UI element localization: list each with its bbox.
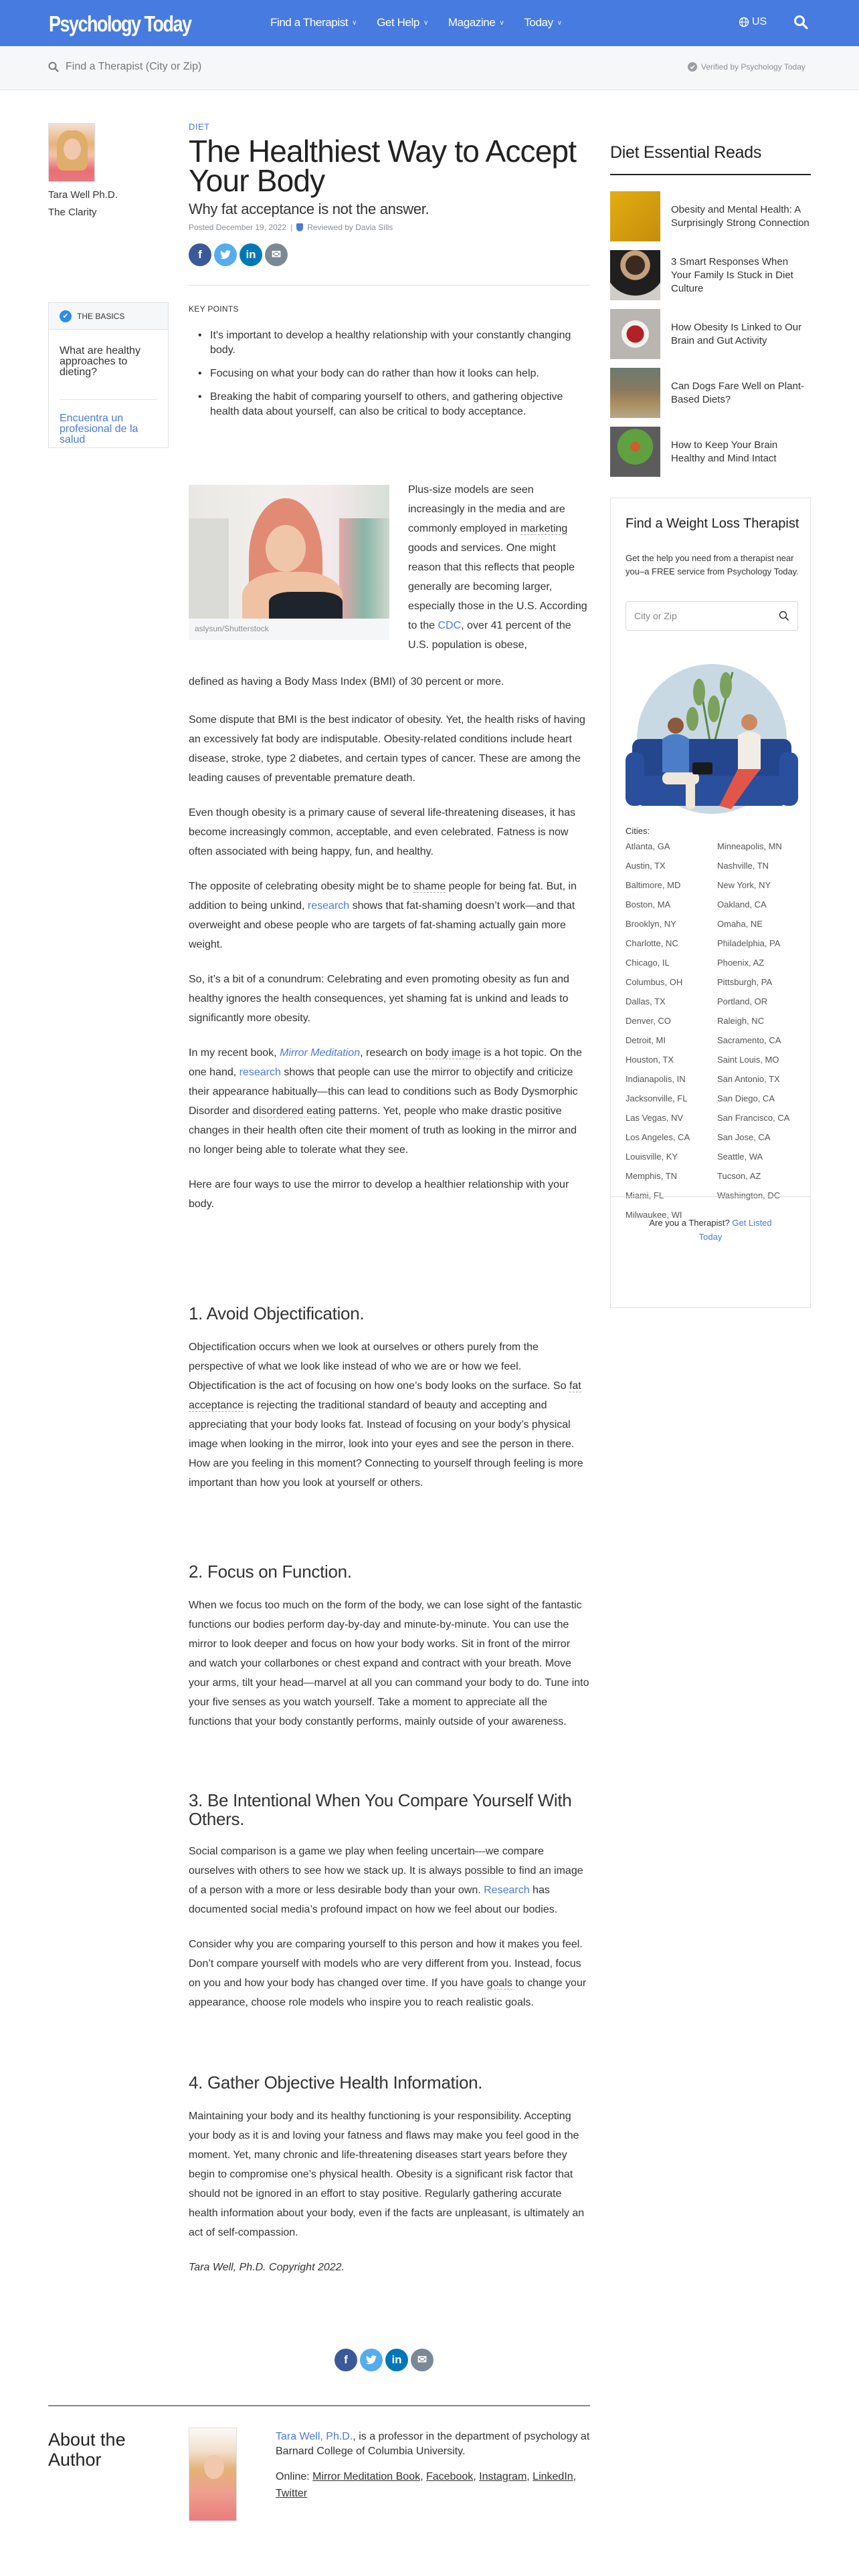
find-professional-link[interactable]: Encuentra un profesional de la salud [60,413,138,445]
email-share-button[interactable] [411,2349,434,2371]
text: defined as having a Body Mass Index (BMI) of 30 percent or more. [189,676,504,687]
city-link[interactable]: Seattle, WA [717,1152,763,1162]
text: shows that fat-shaming doesn’t work—and that overweight and obese people who are targets of fat-shaming actually gain more weight. [189,900,575,950]
article-body [189,2107,590,2292]
city-link[interactable]: Baltimore, MD [626,880,681,890]
essential-read-item[interactable] [610,250,811,300]
chevron-down-icon: ∨ [352,19,357,27]
linkedin-link[interactable]: LinkedIn [533,2471,573,2482]
linkedin-share-button[interactable] [385,2349,408,2371]
nav-label: Get Help [377,16,419,29]
author-photo[interactable] [189,2428,237,2521]
city-item [717,879,806,891]
city-link[interactable]: Philadelphia, PA [717,938,781,948]
city-link[interactable]: San Diego, CA [717,1093,775,1103]
city-item [717,1112,806,1124]
nav-find-therapist[interactable] [270,16,357,29]
divider: | [290,223,293,232]
cities-label: Cities: [626,826,650,836]
twitter-icon [366,2355,377,2365]
envelope-icon: ✉ [271,248,282,261]
city-item [626,957,717,969]
article-thumbnail [610,250,660,300]
basics-header [49,303,168,330]
essential-read-title[interactable]: Can Dogs Fare Well on Plant-Based Diets? [671,380,804,405]
therapist-search-input[interactable] [48,61,201,73]
city-link[interactable]: Louisville, KY [626,1152,678,1162]
paragraph [408,480,590,655]
cities-right-column [717,841,806,1228]
city-item [626,918,717,930]
article-image[interactable] [189,485,389,619]
twitter-share-button[interactable] [214,243,237,266]
the-basics-box [48,302,169,448]
logo[interactable]: Psychology Today [49,11,191,37]
essential-read-item[interactable] [610,191,811,241]
city-item [717,976,806,988]
essential-read-title[interactable]: How Obesity Is Linked to Our Brain and Gut Activity [671,321,802,346]
share-buttons-top [189,243,288,266]
article-title: The Healthiest Way to Accept Your Body [189,134,577,198]
facebook-icon: f [198,248,202,261]
divider [48,2405,590,2406]
essential-read-title[interactable]: How to Keep Your Brain Healthy and Mind Intact [671,439,778,464]
article-thumbnail [610,191,660,241]
glossary-term-link[interactable]: marketing [520,523,568,534]
city-item [626,1132,717,1144]
city-link[interactable]: Milwaukee, WI [626,1210,682,1220]
article-body [189,1337,590,1508]
city-link[interactable]: San Antonio, TX [717,1074,780,1084]
paragraph [189,877,590,954]
section-heading: 2. Focus on Function. [189,1562,352,1582]
key-points-label: KEY POINTS [189,304,239,314]
city-item [626,860,717,872]
city-link[interactable]: Nashville, TN [717,861,769,871]
city-link[interactable]: Chicago, IL [626,958,670,968]
text: Social comparison is a game we play when feeling uncertain—we compare ourselves with others to see how we stack up. It is always possible to find an image of a person with a more or less desirable body than your own. [189,1846,583,1896]
article-body [189,1596,590,1747]
get-listed-link[interactable]: Get Listed Today [698,1218,772,1242]
text: has documented social media’s profound impact on how we feel about our bodies. [189,1885,558,1915]
article-thumbnail [610,368,660,418]
city-item [626,976,717,988]
key-point: • It's important to develop a healthy relationship with your constantly changing body. [201,328,590,358]
section-heading: 3. Be Intentional When You Compare Yourself With Others. [189,1790,572,1829]
city-item [626,1170,717,1182]
top-nav-bar [0,0,859,46]
glossary-term-link[interactable]: fat acceptance [189,1380,581,1411]
text: to change your appearance, choose role models who inspire you to reach realistic goals. [189,1977,587,2008]
main-nav [270,16,562,29]
online-label: Online: [276,2471,313,2482]
chevron-down-icon: ∨ [499,19,504,27]
city-item [626,841,717,853]
city-item [717,1054,806,1066]
therapy-session-illustration [626,645,798,819]
article-body [189,1842,590,2028]
city-item [626,1093,717,1105]
glossary-term-link[interactable]: shame [413,881,446,892]
paragraph [189,1842,590,1919]
text: , research on [360,1047,425,1059]
city-link[interactable]: Boston, MA [626,899,671,909]
search-icon [793,15,808,29]
essential-read-item[interactable] [610,368,811,418]
paragraph: Even though obesity is a primary cause of several life-threatening diseases, it has become increasingly common, acceptable, and even celebrated. Fatness is now often associated with being happy, fun, and healthy. [189,807,576,857]
chevron-down-icon: ∨ [423,19,428,27]
check-circle-icon [688,62,697,72]
city-item [626,938,717,950]
text: The opposite of celebrating obesity might be to [189,881,414,892]
search-placeholder: Find a Therapist (City or Zip) [66,61,202,72]
city-link[interactable]: Dallas, TX [626,996,666,1006]
region-label: US [752,16,767,27]
city-item [626,1073,717,1085]
city-item [717,860,806,872]
widget-title: Find a Weight Loss Therapist [626,516,799,531]
paragraph: When we focus too much on the form of the body, we can lose sight of the fantastic functions our bodies perform day-by-day and minute-by-minute. You can use the mirror to look deeper and focus on how your body works. Sit in front of the mirror and watch your collarbones or chest expand and contract with your breath. Move your arms, tilt your head—marvel at all you can command your body to do. Tune into your five senses as you watch yourself. Take a moment to appreciate all the functions that your body constantly performs, mainly outside of your awareness. [189,1600,589,1727]
article-figure [189,485,389,640]
city-link[interactable]: Pittsburgh, PA [717,977,773,987]
check-icon: ✔ [60,310,72,322]
chevron-down-icon: ∨ [557,19,562,27]
nav-get-help[interactable] [377,16,428,29]
paragraph: Some dispute that BMI is the best indicator of obesity. Yet, the health risks of having an excessively fat body are indisputable. Obesity-related conditions include heart disease, stroke, type 2 diabetes, and certain types of cancer. These are among the leading causes of preventable premature death. [189,714,585,784]
nav-today[interactable] [524,16,561,29]
cities-left-column [626,841,717,1228]
paragraph [189,1935,590,2012]
linkedin-icon: in [391,2353,402,2366]
city-item [717,918,806,930]
globe-icon [739,17,749,27]
city-link[interactable]: Sacramento, CA [717,1035,781,1045]
divider [610,174,811,175]
paragraph-continuation [189,672,590,691]
city-link[interactable]: Houston, TX [626,1055,674,1065]
shield-check-icon [296,223,303,231]
book-link[interactable]: Mirror Meditation [280,1047,361,1059]
city-link[interactable]: Indianapolis, IN [626,1074,686,1084]
twitter-icon [220,250,231,259]
city-link[interactable]: Phoenix, AZ [717,958,765,968]
city-link[interactable]: Charlotte, NC [626,938,678,948]
facebook-link[interactable]: Facebook [425,2471,474,2482]
article-body [189,710,590,1229]
blog-name[interactable]: The Clarity [48,207,97,218]
city-link[interactable]: Memphis, TN [626,1171,678,1181]
city-item [717,1151,806,1163]
nav-label: Find a Therapist [270,16,349,29]
city-link[interactable]: Miami, FL [626,1190,664,1200]
key-point: • Focusing on what your body can do rather than how it looks can help. [201,366,590,381]
verified-label: Verified by Psychology Today [701,62,805,72]
research-link[interactable]: research [239,1067,281,1078]
city-item [626,1015,717,1027]
essential-read-title[interactable]: 3 Smart Responses When Your Family Is Stuck in Diet Culture [671,255,793,294]
text: In my recent book, [189,1047,280,1059]
article-subtitle: Why fat acceptance is not the answer. [189,201,430,217]
section-heading: 4. Gather Objective Health Information. [189,2072,483,2092]
essential-read-title[interactable]: Obesity and Mental Health: A Surprisingly Strong Connection [671,203,809,229]
research-link[interactable]: research [307,900,350,911]
city-link[interactable]: Detroit, MI [626,1035,666,1045]
byline [189,223,393,232]
widget-description: Get the help you need from a therapist near you–a FREE service from Psychology Today. [626,553,799,576]
article-thumbnail [610,309,660,359]
city-link[interactable]: Austin, TX [626,861,666,871]
author-links: Online: Mirror Meditation Book, Facebook, Instagram, LinkedIn, Twitter [276,2471,577,2499]
text: goods and services. One might reason that this reflects that people generally are becoming larger, especially those in the U.S. According to the [408,542,587,631]
nav-magazine[interactable] [448,16,504,29]
twitter-share-button[interactable] [360,2349,383,2371]
cities-grid [626,841,806,1228]
facebook-icon: f [344,2353,348,2366]
key-points-list [201,328,590,428]
city-link[interactable]: Saint Louis, MO [717,1055,779,1065]
divider [189,285,590,286]
glossary-term-link[interactable]: body image [425,1047,481,1059]
text: Consider why you are comparing yourself to this person and how it makes you feel. Don’t compare yourself with models who are very different from you. Instead, focus on you and how your body has changed over time. If you have [189,1939,583,1989]
region-selector[interactable] [739,16,767,28]
city-item [717,841,806,853]
about-author-heading: About the Author [48,2430,126,2470]
city-item [626,899,717,911]
city-item [717,899,806,911]
city-item [717,1132,806,1144]
author-bio [276,2430,590,2502]
city-item [626,879,717,891]
posted-date: Posted December 19, 2022 [189,223,287,232]
nav-label: Magazine [448,16,496,29]
text: shows that people can use the mirror to objectify and criticize their appearance habitually—this can lead to conditions such as Body Dysmorphic Disorder and [189,1067,578,1117]
author-avatar[interactable] [48,123,95,182]
verified-badge [688,62,805,72]
city-item [717,938,806,950]
email-share-button[interactable] [265,243,288,266]
reviewed-by[interactable]: Reviewed by Davia Sills [307,223,393,232]
book-link[interactable]: Mirror Meditation Book [312,2471,421,2482]
find-therapist-widget [610,498,811,1308]
text: patterns. Yet, people who make drastic positive changes in their health often cite their moment of truth as looking in the mirror and no longer being able to tolerate what they see. [189,1105,577,1156]
essential-reads-heading: Diet Essential Reads [610,143,762,162]
twitter-link[interactable]: Twitter [276,2488,308,2499]
city-link[interactable]: Oakland, CA [717,899,767,909]
therapist-search-bar [0,46,859,90]
section-heading: 1. Avoid Objectification. [189,1303,365,1323]
paragraph: So, it’s a bit of a conundrum: Celebrating and even promoting obesity as fun and healthy ignores the health consequences, yet shaming fat is unkind and leads to significantly more obesity. [189,974,569,1024]
research-link[interactable]: Research [484,1885,530,1896]
city-link[interactable]: Columbus, OH [626,977,683,987]
text: is rejecting the traditional standard of beauty and accepting and appreciating that your body looks fat. Instead of focusing on your body’s physical image when looking in the mirror, look into your eyes and see the person in there. How are you feeling in this moment? Connecting to yourself through feeling is more important than how you look at yourself or others. [189,1400,583,1489]
cta-text: Are you a Therapist? [649,1218,733,1228]
city-link[interactable]: Jacksonville, FL [626,1093,688,1103]
basics-label: THE BASICS [77,311,125,321]
city-link[interactable]: Washington, DC [717,1190,781,1200]
paragraph: Here are four ways to use the mirror to develop a healthier relationship with your body. [189,1179,569,1210]
linkedin-icon: in [246,248,256,261]
nav-label: Today [524,16,553,29]
author-profile-link[interactable]: Tara Well, Ph.D. [276,2431,353,2442]
paragraph [189,1043,590,1160]
city-item [717,1073,806,1085]
glossary-term-link[interactable]: disordered eating [253,1105,336,1117]
city-link[interactable]: Raleigh, NC [717,1016,765,1026]
city-item [626,1151,717,1163]
envelope-icon: ✉ [417,2353,427,2366]
text: is a hot topic. On the one hand, [189,1047,582,1078]
city-link[interactable]: Minneapolis, MN [717,841,782,851]
facebook-share-button[interactable] [335,2349,357,2371]
city-zip-input[interactable] [626,601,798,631]
facebook-share-button[interactable] [189,243,211,266]
text: people for being fat. But, in addition to being unkind, [189,881,577,911]
city-item [626,996,717,1008]
city-item [717,1035,806,1047]
city-item [626,1054,717,1066]
text: Plus-size models are seen increasingly in the media and are commonly employed in [408,484,565,534]
cdc-link[interactable]: CDC [438,620,462,631]
city-link[interactable]: Tucson, AZ [717,1171,761,1181]
city-link[interactable]: San Francisco, CA [717,1113,790,1123]
therapist-listing-cta [611,1196,810,1263]
essential-read-item[interactable] [610,309,811,359]
essential-reads-list [610,191,811,486]
city-item [717,1170,806,1182]
copyright: Tara Well, Ph.D. Copyright 2022. [189,2262,345,2273]
article-thumbnail [610,427,660,477]
city-link[interactable]: Omaha, NE [717,919,763,929]
search-icon [48,62,59,72]
city-item [717,1015,806,1027]
instagram-link[interactable]: Instagram [479,2471,527,2482]
essential-read-item[interactable] [610,427,811,477]
city-link[interactable]: Portland, OR [717,996,768,1006]
category-link[interactable]: DIET [189,122,210,132]
city-link[interactable]: San Jose, CA [717,1132,771,1142]
bio-text: , is a professor in the department of psychology at Barnard College of Columbia University. [276,2431,590,2457]
paragraph: Maintaining your body and its healthy functioning is your responsibility. Accepting your body as it is and loving your fatness and flaws may make you feel good in the moment. Yet, many chronic and life-threatening diseases start years before they begin to compromise one’s physical health. Obesity is a significant risk factor that should not be ignored in an effort to stay positive. Regularly gathering accurate health information about your body, even if the facts are unpleasant, is ultimately an act of self-compassion. [189,2111,585,2238]
basics-question-link[interactable]: What are healthy approaches to dieting? [60,345,140,378]
city-link[interactable]: Brooklyn, NY [626,919,676,929]
city-link[interactable]: Los Angeles, CA [626,1132,690,1142]
city-item [717,996,806,1008]
city-link[interactable]: Las Vegas, NV [626,1113,683,1123]
city-item [717,1093,806,1105]
city-item [717,957,806,969]
image-caption: aslysun/Shutterstock [189,619,389,640]
city-link[interactable]: Denver, CO [626,1016,671,1026]
linkedin-share-button[interactable] [240,243,262,266]
text: Objectification occurs when we look at ourselves or others purely from the perspective of what we look like instead of who we are or how we feel. Objectification is the act of focusing on how one’s body looks on the surface. So [189,1341,569,1392]
city-item [626,1035,717,1047]
author-name[interactable]: Tara Well Ph.D. [48,189,118,201]
input-placeholder: City or Zip [634,611,677,621]
city-item [626,1112,717,1124]
text: , over 41 percent of the U.S. population is obese, [408,620,571,651]
glossary-term-link[interactable]: goals [486,1977,512,1989]
header-search-button[interactable] [793,15,808,33]
share-buttons-bottom [335,2349,434,2371]
city-link[interactable]: Atlanta, GA [626,841,670,851]
search-icon[interactable] [779,611,789,621]
key-point: • Breaking the habit of comparing yourself to others, and gathering objective health data about yourself, can also be critical to body acceptance. [201,390,590,419]
city-link[interactable]: New York, NY [717,880,771,890]
paragraph [189,1337,590,1493]
